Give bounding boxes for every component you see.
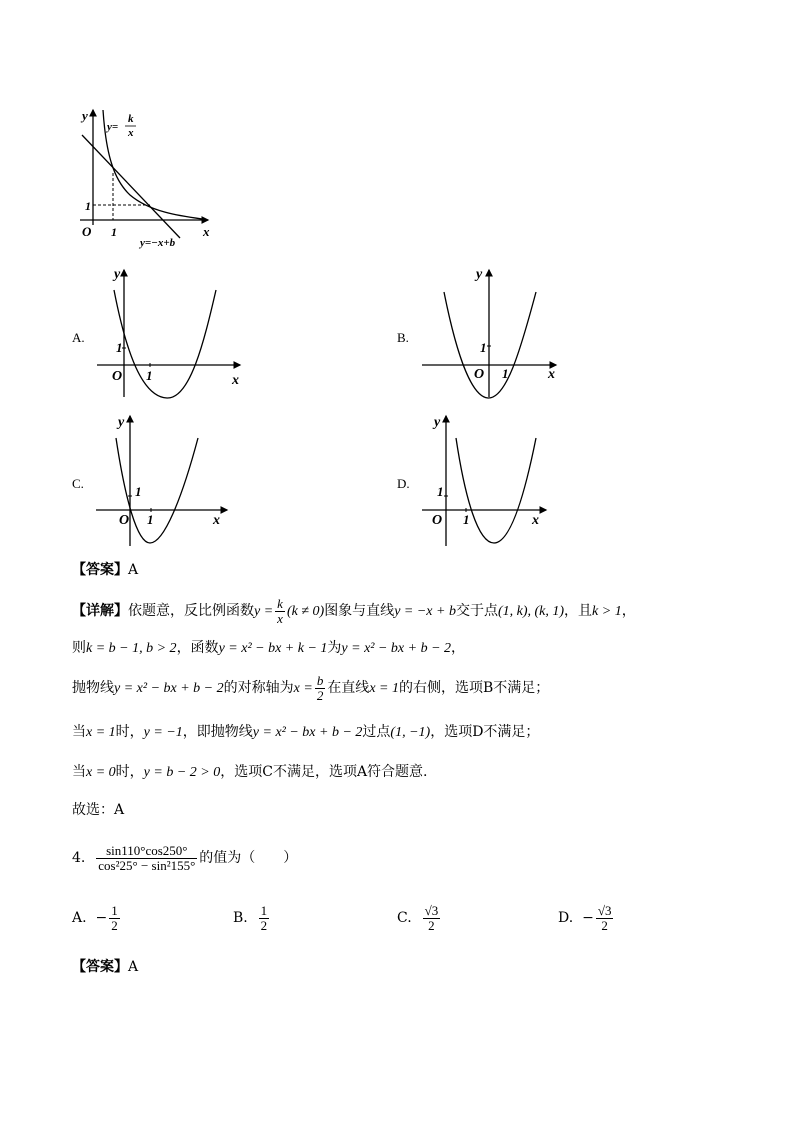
option-a-1y: 1: [116, 340, 123, 355]
curve-label-num: k: [128, 113, 134, 125]
line-label: y=−x+b: [140, 237, 176, 249]
axis-x-label: x: [203, 224, 210, 239]
detail-line-4: 当x = 1时，y = −1，即抛物线y = x² − bx + b − 2过点(1, −1)，选项D不满足；: [72, 724, 540, 740]
answer-label: 【答案】: [72, 562, 128, 578]
q4-option-c[interactable]: C. $\frac{√3}{2}$: [397, 902, 439, 933]
detail-line-2: 则k = b − 1, b > 2，函数y = x² − bx + k − 1为y = x² − bx + b − 2，: [72, 640, 466, 656]
tick-y-1: 1: [85, 199, 91, 213]
tick-x-1: 1: [111, 225, 117, 239]
option-c-y: y: [118, 415, 125, 430]
graph-hyperbola-line: [70, 100, 230, 250]
option-c-letter: C.: [72, 476, 84, 491]
option-c-1y: 1: [135, 484, 142, 499]
curve-label-prefix: y=: [107, 121, 119, 133]
option-c-o: O: [119, 513, 130, 528]
option-c-1x: 1: [147, 512, 154, 527]
answer-label: 【答案】: [72, 959, 128, 975]
option-b-1x: 1: [502, 366, 509, 381]
detail-line-1: 【详解】依题意，反比例函数y = $\frac{k}{x}$ (k ≠ 0)图象与直线y = −x + b交于点(1, k), (k, 1)，且k > 1，: [72, 595, 636, 626]
option-d-o: O: [432, 513, 443, 528]
option-d-x: x: [532, 513, 539, 528]
detail-line-3: 抛物线y = x² − bx + b − 2的对称轴为x = $\frac{b}{2}$ 在直线x = 1的右侧，选项B不满足；: [72, 672, 550, 703]
question-4: 4. $\frac{\sin 110^\circ\cos 250^\circ}{\text{cos²25° − sin²155°}}$ 的值为（ ）: [72, 842, 298, 873]
option-a-1x: 1: [146, 368, 153, 383]
detail-conclusion: 故选：A: [72, 802, 125, 818]
curve-label-den: x: [128, 127, 134, 139]
graph-option-b: [418, 262, 568, 402]
question-number: 4.: [72, 850, 86, 866]
option-b-y: y: [476, 267, 483, 282]
option-d-1y: 1: [437, 484, 444, 499]
q4-option-b[interactable]: B. $\frac{1}{2}$: [233, 902, 268, 933]
graph-option-d: [418, 408, 568, 548]
option-b-letter: B.: [397, 330, 409, 345]
q4-option-d[interactable]: D. − $\frac{√3}{2}$: [558, 902, 612, 933]
option-a-y: y: [114, 267, 121, 282]
origin-label: O: [82, 224, 92, 239]
option-a-letter: A.: [72, 330, 85, 345]
answer-value: A: [128, 959, 139, 975]
option-b-x: x: [548, 367, 555, 382]
answer-value: A: [128, 562, 139, 578]
option-d-letter: D.: [397, 476, 410, 491]
option-d-1x: 1: [463, 512, 470, 527]
q4-option-a[interactable]: A. − $\frac{1}{2}$: [72, 902, 118, 933]
answer-2: [72, 957, 138, 977]
detail-line-5: 当x = 0时，y = b − 2 > 0，选项C不满足，选项A符合题意.: [72, 764, 428, 780]
option-b-o: O: [474, 367, 485, 382]
option-c-x: x: [213, 513, 220, 528]
option-d-y: y: [434, 415, 441, 430]
axis-y-label: y: [82, 108, 88, 123]
option-a-o: O: [112, 369, 123, 384]
graph-option-c: [92, 408, 242, 548]
option-a-x: x: [232, 373, 239, 388]
graph-option-a: [92, 262, 252, 402]
answer-1: [72, 560, 138, 580]
option-b-1y: 1: [480, 340, 487, 355]
